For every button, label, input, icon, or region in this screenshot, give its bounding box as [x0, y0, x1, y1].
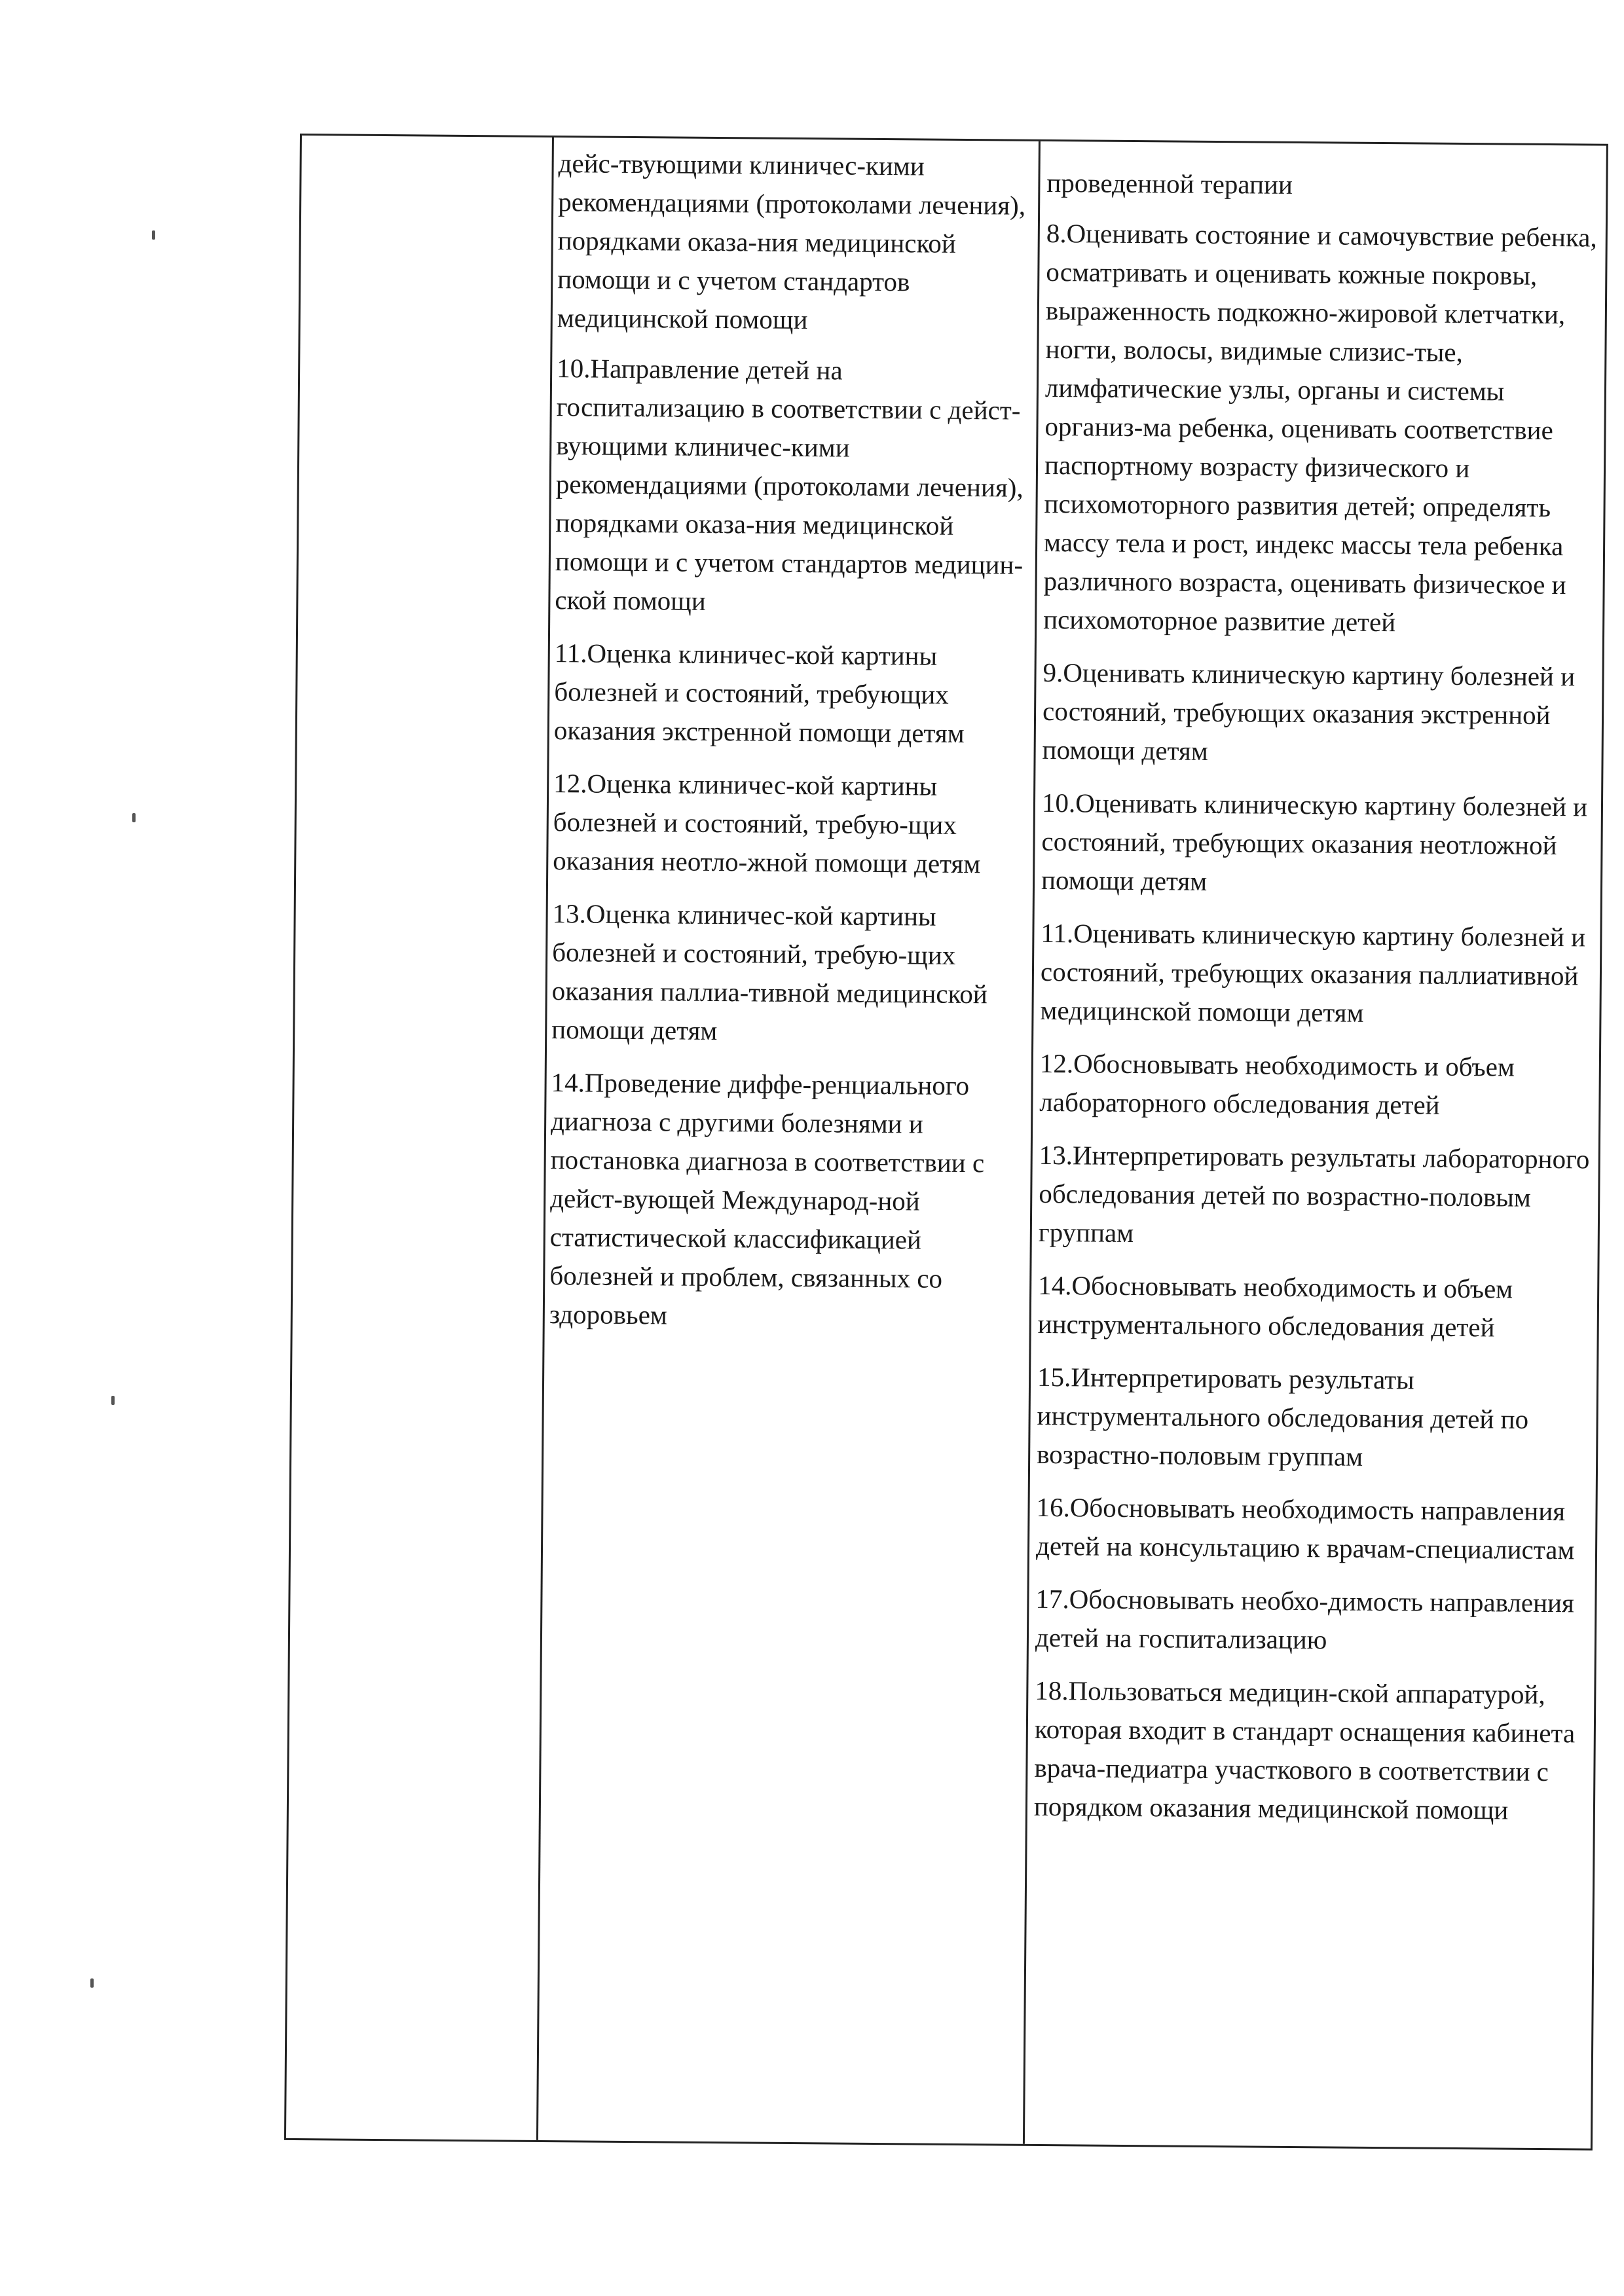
labor-action-item: 10.Направление детей на госпитализацию в соответствии с дейст-вующими клиничес-кими рекомендациями (протоколами лечения), порядками оказа-ния медицинской помощи и с учетом стандартов медицин-ской помощи	[555, 353, 1024, 616]
skill-item: 16.Обосновывать необходимость направления детей на консультацию к врачам-специалистам	[1035, 1491, 1575, 1565]
table-cell-column-1	[302, 136, 552, 137]
skill-item: 8.Оценивать состояние и самочувствие ребенка, осматривать и оценивать кожные покровы, выраженность подкожно-жировой клетчатки, ногти, волосы, видимые слизис-тые, лимфатические узлы, органы и системы организ-ма ребенка, оценивать соответствие паспортному возрасту физического и психомоторного развития детей; определять массу тела и рост, индекс массы тела ребенка различного возраста, оценивать физическое и психомоторное развитие детей	[1043, 217, 1597, 638]
margin-mark	[90, 1978, 94, 1988]
skill-item: 17.Обосновывать необхо-димость направления детей на госпитализацию	[1035, 1583, 1575, 1655]
skill-item: 12.Обосновывать необходимость и объем лабораторного обследования детей	[1039, 1048, 1515, 1120]
skill-item: 11.Оценивать клиническую картину болезней и состояний, требующих оказания паллиативной медицинской помощи детям	[1040, 917, 1586, 1028]
skill-item: 14.Обосновывать необходимость и объем инструментального обследования детей	[1037, 1269, 1513, 1343]
margin-mark	[152, 230, 155, 240]
skill-item: проведенной терапии	[1046, 167, 1293, 200]
skill-item: 13.Интерпретировать результаты лабораторного обследования детей по возрастно-половым группам	[1038, 1139, 1590, 1248]
table-cell-required-skills	[1034, 164, 1605, 1845]
skill-item: 18.Пользоваться медицин-ской аппаратурой, которая входит в стандарт оснащения кабинета врача-педиатра участкового в соответствии с порядком оказания медицинской помощи	[1033, 1675, 1576, 1825]
labor-action-item: 14.Проведение диффе-ренциального диагноза с другими болезнями и постановка диагноза в соответствии с дейст-вующей Международ-ной статистической классификацией болезней и проблем, связанных со здоровьем	[549, 1067, 985, 1330]
labor-action-item: дейс-твующими клиничес-кими рекомендациями (протоколами лечения), порядками оказа-ния медицинской помощи и с учетом стандартов медицинской помощи	[557, 148, 1026, 335]
skill-item: 9.Оценивать клиническую картину болезней и состояний, требующих оказания экстренной помощи детям	[1042, 657, 1576, 766]
labor-action-item: 11.Оценка клиничес-кой картины болезней и состояний, требующих оказания экстренной помощи детям	[553, 638, 965, 748]
margin-mark	[132, 813, 136, 822]
skill-item: 10.Оценивать клиническую картину болезней и состояний, требующих оказания неотложной помощи детям	[1041, 787, 1588, 896]
labor-action-item: 12.Оценка клиничес-кой картины болезней и состояний, требую-щих оказания неотло-жной помощи детям	[553, 768, 981, 879]
competency-table	[284, 134, 1608, 2151]
table-cell-labor-actions	[549, 144, 1028, 1352]
labor-action-item: 13.Оценка клиничес-кой картины болезней и состояний, требую-щих оказания паллиа-тивной медицинской помощи детям	[551, 898, 988, 1046]
skill-item: 15.Интерпретировать результаты инструментального обследования детей по возрастно-половым группам	[1037, 1361, 1529, 1472]
margin-mark	[111, 1396, 115, 1405]
